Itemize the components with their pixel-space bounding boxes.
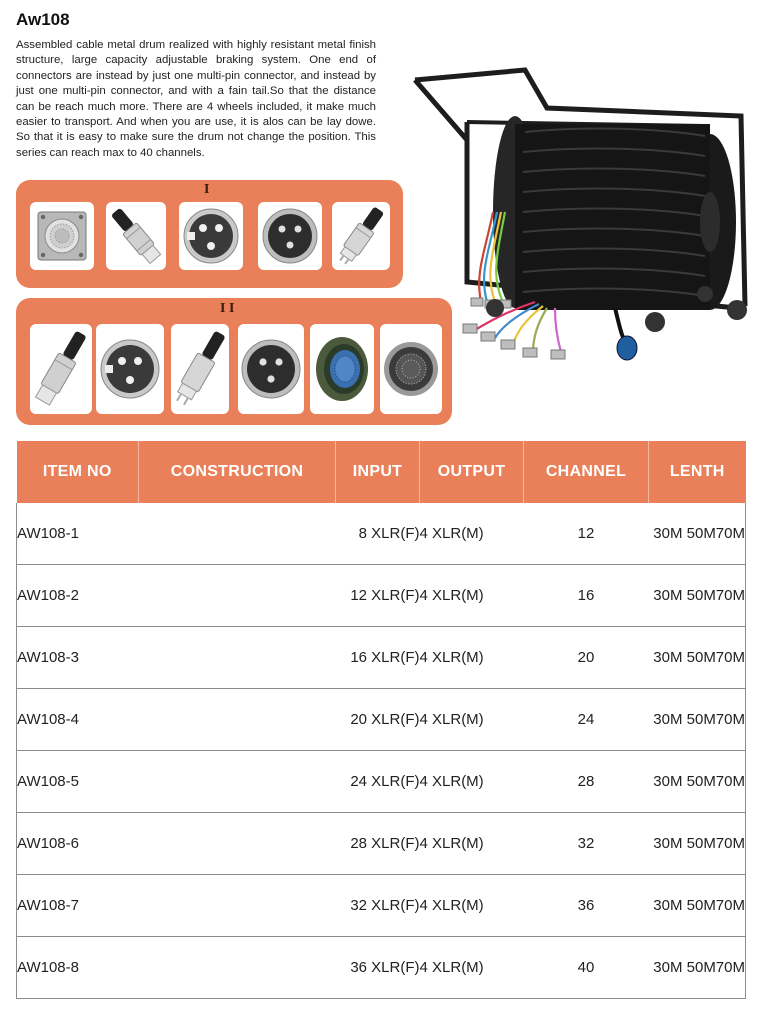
spec-table: [16, 441, 746, 999]
cell-item: AW108-6: [17, 813, 139, 875]
cell-construction: [139, 875, 336, 937]
cell-item: AW108-7: [17, 875, 139, 937]
cell-length: 30M 50M70M: [649, 689, 746, 751]
xlr-female-plug-icon: [30, 324, 92, 414]
xlr-male-face-icon: [238, 324, 304, 414]
table-header-row: [17, 441, 746, 503]
cell-input: 8 XLR(F): [336, 503, 420, 565]
panel-2-label: I I: [220, 301, 235, 316]
cell-channel: 12: [524, 503, 649, 565]
product-description: Assembled cable metal drum realized with highly resistant metal finish structure, large capacity adjustable braking system. One end of connectors are instead by just one multi-pin connector, and instead by just one multi-pin connector, and with a fain tail.So that the distance can be reach much more. There are 4 wheels included, it make much easier to transport. And when you are use, it is alos can be lay dowe. So that it is easy to make sure the drum not change the position. This series can reach max to 40 channels.: [16, 39, 376, 159]
cell-output: 4 XLR(M): [420, 875, 524, 937]
cell-construction: [139, 937, 336, 999]
cell-channel: 16: [524, 565, 649, 627]
cell-channel: 24: [524, 689, 649, 751]
multipin-panel-connector-icon: [30, 202, 94, 270]
cable-drum-photo: [405, 62, 757, 372]
cell-input: 36 XLR(F): [336, 937, 420, 999]
cell-construction: [139, 503, 336, 565]
table-row: [17, 627, 746, 689]
cell-length: 30M 50M70M: [649, 937, 746, 999]
xlr-male-plug-icon: [171, 324, 229, 414]
cell-output: 4 XLR(M): [420, 689, 524, 751]
cell-output: 4 XLR(M): [420, 627, 524, 689]
xlr-female-face-icon: [96, 324, 164, 414]
cell-length: 30M 50M70M: [649, 503, 746, 565]
cell-item: AW108-5: [17, 751, 139, 813]
cell-output: 4 XLR(M): [420, 813, 524, 875]
cell-output: 4 XLR(M): [420, 937, 524, 999]
cell-item: AW108-2: [17, 565, 139, 627]
cell-length: 30M 50M70M: [649, 875, 746, 937]
cell-output: 4 XLR(M): [420, 503, 524, 565]
xlr-female-face-icon: [179, 202, 243, 270]
cell-input: 16 XLR(F): [336, 627, 420, 689]
cell-item: AW108-3: [17, 627, 139, 689]
xlr-female-plug-icon: [106, 202, 166, 270]
cell-output: 4 XLR(M): [420, 565, 524, 627]
xlr-male-plug-icon: [332, 202, 390, 270]
connector-panel-1: [16, 180, 403, 288]
header-channel: CHANNEL: [524, 441, 649, 503]
header-item-no: ITEM NO: [17, 441, 139, 503]
xlr-male-face-icon: [258, 202, 322, 270]
cell-output: 4 XLR(M): [420, 751, 524, 813]
page-title: Aw108: [16, 10, 70, 29]
cell-length: 30M 50M70M: [649, 813, 746, 875]
header-construction: CONSTRUCTION: [139, 441, 336, 503]
cell-item: AW108-8: [17, 937, 139, 999]
cell-input: 32 XLR(F): [336, 875, 420, 937]
cell-channel: 40: [524, 937, 649, 999]
header-length: LENTH: [649, 441, 746, 503]
cell-channel: 28: [524, 751, 649, 813]
cell-item: AW108-1: [17, 503, 139, 565]
header-output: OUTPUT: [420, 441, 524, 503]
cell-input: 20 XLR(F): [336, 689, 420, 751]
cell-input: 28 XLR(F): [336, 813, 420, 875]
connector-panel-2: [16, 298, 452, 425]
cell-length: 30M 50M70M: [649, 751, 746, 813]
header-input: INPUT: [336, 441, 420, 503]
multipin-connector-icon: [310, 324, 374, 414]
panel-1-label: I: [204, 182, 210, 197]
cell-channel: 20: [524, 627, 649, 689]
cell-length: 30M 50M70M: [649, 565, 746, 627]
cell-channel: 32: [524, 813, 649, 875]
table-row: [17, 689, 746, 751]
cell-construction: [139, 813, 336, 875]
table-row: [17, 565, 746, 627]
cell-channel: 36: [524, 875, 649, 937]
table-row: [17, 937, 746, 999]
cell-construction: [139, 627, 336, 689]
cell-construction: [139, 565, 336, 627]
cell-input: 24 XLR(F): [336, 751, 420, 813]
table-row: [17, 751, 746, 813]
table-row: [17, 503, 746, 565]
table-row: [17, 875, 746, 937]
cell-construction: [139, 689, 336, 751]
cell-input: 12 XLR(F): [336, 565, 420, 627]
cell-construction: [139, 751, 336, 813]
cell-item: AW108-4: [17, 689, 139, 751]
cell-length: 30M 50M70M: [649, 627, 746, 689]
table-row: [17, 813, 746, 875]
